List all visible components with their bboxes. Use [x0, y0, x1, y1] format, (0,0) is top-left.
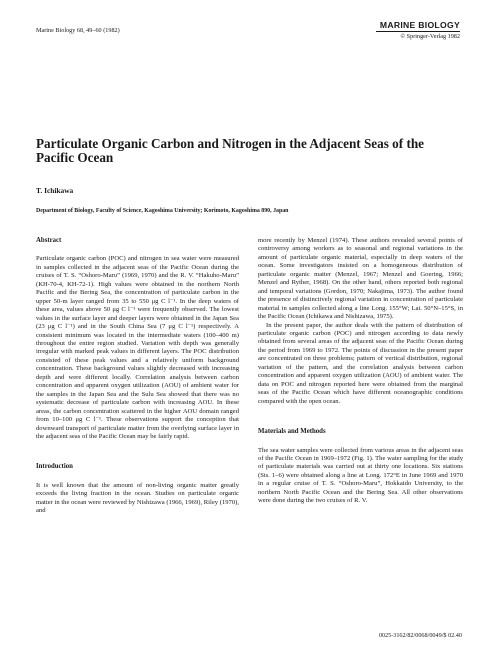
abstract-heading: Abstract: [36, 237, 62, 244]
masthead-rule: [376, 31, 460, 32]
author-affiliation: Department of Biology, Faculty of Science, Kagoshima University; Korimoto, Kagoshima 890, Japan: [36, 208, 289, 214]
right-column: [258, 237, 463, 506]
journal-masthead: [376, 20, 460, 40]
left-column: [36, 237, 239, 516]
section-spacer: [36, 441, 239, 463]
issn-price-code: 0025-3162/82/0068/0049/$ 02.40: [378, 632, 462, 639]
article-title: Particulate Organic Carbon and Nitrogen in the Adjacent Seas of the Pacific Ocean: [36, 136, 425, 165]
introduction-paragraph-1: It is well known that the amount of non-living organic matter greatly exceeds the living fraction in the ocean. Studies on particulate organic matter in the ocean were reviewed by Nishizawa (1966, 1969), Riley (1970), and: [36, 481, 239, 515]
methods-paragraph-1: The sea water samples were collected from various areas in the adjacent seas of the Pacific Ocean in 1969–1972 (Fig. 1). The water sampling for the study of particulate materials was carried out at thirty one locations. Six stations (Sts. 1–6) were obtained along a line at Long. 172°E in June 1969 and 1970 in a regular cruise of T. S. “Oshoro-Maru”, Hokkaido University, to the northern North Pacific Ocean and the Bering Sea. All other observations were done during the two cruises of R. V.: [258, 446, 463, 505]
introduction-paragraph-3: In the present paper, the author deals with the pattern of distribution of particulate organic carbon (POC) and nitrogen according to data newly obtained from several areas of the adjacent seas of the Pacific Ocean during the period from 1969 to 1972. The points of discussion in the present paper are concentrated on three problems; pattern of vertical distribution, regional variation of the pattern, and the correlation analysis between carbon concentration and apparent oxygen utilization (AOU) of ambient water. The data on POC and nitrogen reported here were obtained from the marginal seas of the Pacific Ocean which have different oceanographic conditions compared with the open ocean.: [258, 321, 463, 405]
methods-heading: Materials and Methods: [258, 428, 326, 436]
introduction-paragraph-2: more recently by Menzel (1974). These authors revealed several points of controversy among workers as to seasonal and regional variations in the amount of particulate organic material, especially in deep waters of the ocean. Some investigators insisted on a homogeneous distribution of particulate organic matter (Menzel, 1967; Menzel and Goering, 1966; Menzel and Ryther, 1968). On the other hand, others reported both regional and temporal variations (Gordon, 1970; Nakajima, 1973). The author found the presence of distinctively regional variation in concentration of particulate material in samples collected along a line Long. 155°W; Lat. 50°N–15°S, in the Pacific Ocean (Ichikawa and Nishizawa, 1975).: [258, 237, 463, 321]
journal-citation: Marine Biology 68, 49–60 (1982): [36, 27, 120, 34]
abstract-text: Particulate organic carbon (POC) and nitrogen in sea water were measured in samples collected in the adjacent seas of the Pacific Ocean during the cruises of T. S. “Oshoro-Maru” (1969, 1970) and the R. V. “Hakuho-Maru” (KH-70-4, KH-72-1). High values were obtained in the northern North Pacific and the Bering Sea, the concentration of particulate carbon in the upper 50-m layer ranged from 35 to 550 μg C l⁻¹. In the deep waters of these area, values above 50 μg C l⁻¹ were frequently observed. The lowest values in the surface layer and deeper layers were obtained in the Japan Sea (23 μg C l⁻¹) and in the South China Sea (7 μg C l⁻¹) respectively. A consistent minimum was located in the intermediate waters (100–400 m) throughout the entire region studied. Variation with depth was generally irregular with marked peak values in different layers. The POC distribution consisted of these peak values and a relatively uniform background concentration. These background values slightly decreased with increasing depth and were different locally. Correlation analysis between carbon concentration and apparent oxygen utilization (AOU) of ambient water for the samples in the Japan Sea and the Sulu Sea showed that there was no systematic decrease of particulate carbon with increasing AOU. In these areas, the carbon concentration scattered in the higher AOU domain ranged from 10–100 μg C l⁻¹. These observations support the conception that downward transport of particulate matter from the overlying surface layer in the adjacent seas of the Pacific Ocean may be fairly rapid.: [36, 255, 239, 440]
article-author: T. Ichikawa: [36, 186, 74, 195]
publisher-copyright: © Springer-Verlag 1982: [400, 33, 460, 40]
introduction-heading: Introduction: [36, 463, 73, 471]
section-spacer: [258, 406, 463, 428]
journal-name: MARINE BIOLOGY: [379, 20, 460, 30]
